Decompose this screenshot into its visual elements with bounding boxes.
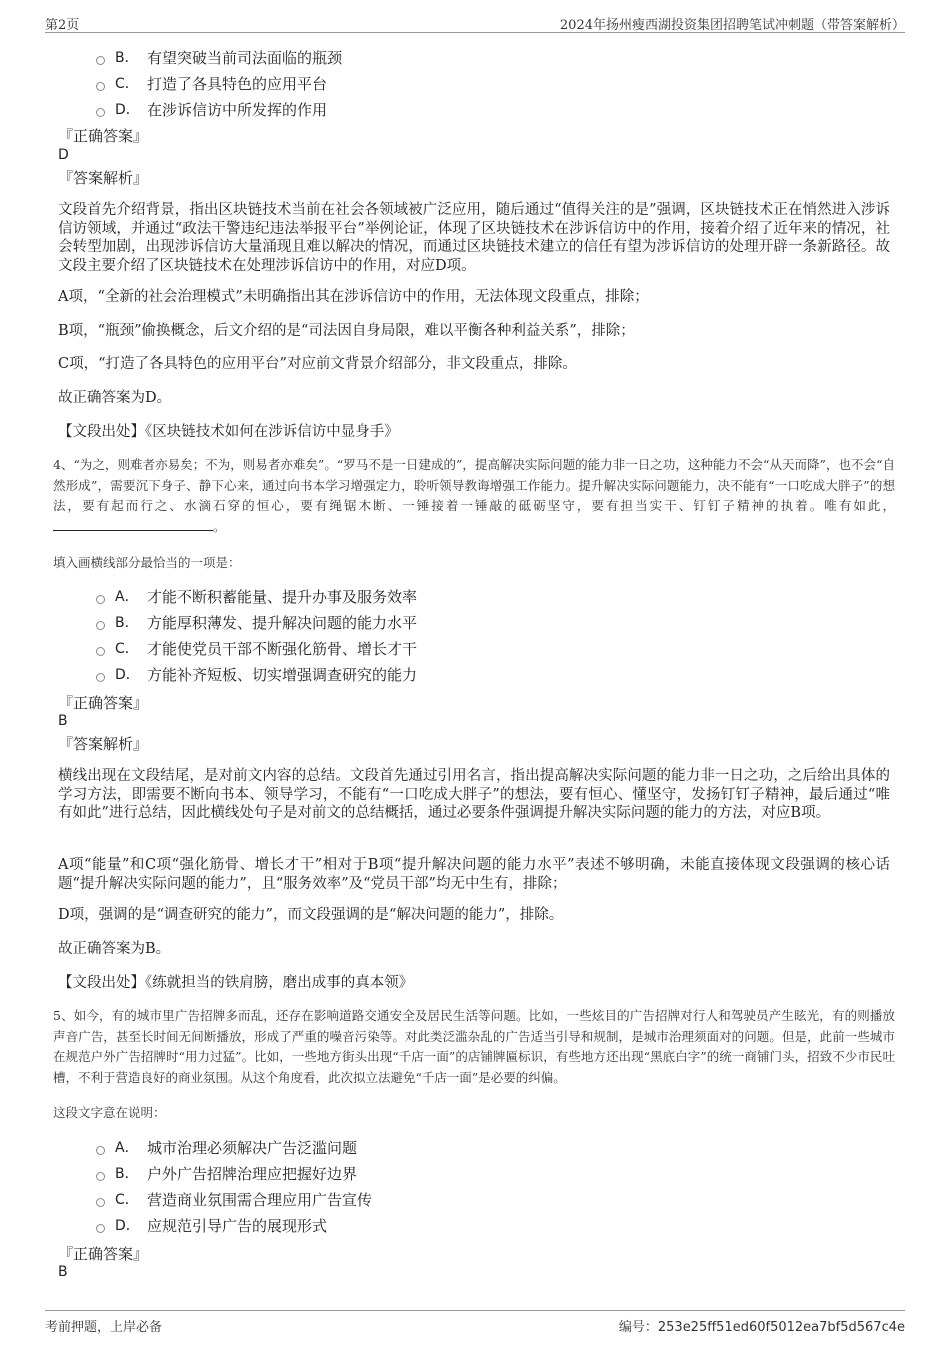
q5-option-b[interactable]	[96, 1162, 357, 1184]
q5-option-a[interactable]	[96, 1136, 357, 1158]
q4-analysis-summary: 横线出现在文段结尾，是对前文内容的总结。文段首先通过引用名言，指出提高解决实际问题的能力非一日之功，之后给出具体的学习方法，即需要不断向书本、领导学习，不能有“一口吃成大胖子”的想法，要有恒心、懂坚守，发扬钉钉子精神，最后通过“唯有如此”进行总结，因此横线处句子是对前文的总结概括，通过必要条件强调提升解决实际问题的能力的方法，对应B项。	[58, 768, 890, 821]
q5-option-c[interactable]	[96, 1188, 372, 1210]
option-text: 应规范引导广告的展现形式	[147, 1216, 328, 1235]
option-text: 方能厚积薄发、提升解决问题的能力水平	[147, 613, 418, 632]
radio-icon[interactable]	[96, 1172, 105, 1181]
q3-analysis-label: 『答案解析』	[58, 169, 149, 187]
q3-analysis-a: A项，“全新的社会治理模式”未明确指出其在涉诉信访中的作用，无法体现文段重点，排除；	[58, 289, 649, 305]
radio-icon[interactable]	[96, 647, 105, 656]
option-key: C．	[115, 76, 139, 92]
page-number: 第2页	[45, 18, 80, 33]
document-code	[619, 1316, 905, 1335]
option-text: 户外广告招牌治理应把握好边界	[147, 1164, 358, 1183]
q3-analysis-c: C项，“打造了各具特色的应用平台”对应前文背景介绍部分，非文段重点，排除。	[58, 356, 577, 372]
q5-stem: 5、如今，有的城市里广告招牌多而乱，还存在影响道路交通安全及居民生活等问题。比如，一些炫目的广告招牌对行人和驾驶员产生眩光，有的则播放声音广告，甚至长时间无间断播放，形成了严重的噪音污染等。对此类泛滥杂乱的广告适当引导和规制，是城市治理须面对的问题。但是，此前一些城市在规范户外广告招牌时“用力过猛”。比如，一些地方街头出现“千店一面”的店铺牌匾标识，有些地方还出现“黑底白字”的统一商铺门头，招致不少市民吐槽，不利于营造良好的商业氛围。从这个角度看，此次拟立法避免“千店一面”是必要的纠偏。	[53, 1008, 895, 1085]
radio-icon[interactable]	[96, 595, 105, 604]
radio-icon[interactable]	[96, 1224, 105, 1233]
option-text: 打造了各具特色的应用平台	[147, 74, 328, 93]
radio-icon[interactable]	[96, 673, 105, 682]
q4-answer: B	[58, 713, 68, 729]
document-title: 2024年扬州瘦西湖投资集团招聘笔试冲刺题（带答案解析）	[559, 18, 905, 33]
code-value: 253e25ff51ed60f5012ea7bf5d567c4e	[657, 1320, 905, 1335]
q3-analysis-b: B项，“瓶颈”偷换概念，后文介绍的是“司法因自身局限，难以平衡各种利益关系”，排除；	[58, 323, 635, 339]
q4-conclusion: 故正确答案为B。	[58, 941, 171, 957]
option-key: C．	[115, 641, 139, 657]
q3-option-c[interactable]	[96, 72, 327, 94]
option-key: D．	[115, 667, 140, 683]
q5-answer-label: 『正确答案』	[58, 1245, 149, 1263]
option-key: C．	[115, 1192, 139, 1208]
q3-option-b[interactable]	[96, 46, 342, 68]
option-key: B．	[115, 50, 139, 66]
page-footer	[45, 1310, 905, 1337]
q4-option-a[interactable]	[96, 585, 417, 607]
option-text: 才能使党员干部不断强化筋骨、增长才干	[147, 639, 418, 658]
q4-source: 【文段出处】《练就担当的铁肩膀，磨出成事的真本领》	[58, 975, 414, 991]
q5-option-d[interactable]	[96, 1214, 327, 1236]
option-text: 有望突破当前司法面临的瓶颈	[147, 48, 343, 67]
fill-blank-line	[53, 518, 213, 531]
radio-icon[interactable]	[96, 82, 105, 91]
option-key: A．	[115, 589, 139, 605]
option-key: D．	[115, 1218, 140, 1234]
q4-stem-text: 4、“为之，则难者亦易矣；不为，则易者亦难矣”。“罗马不是一日建成的”，提高解决实际问题的能力非一日之功，这种能力不会“从天而降”，也不会“自然形成”，需要沉下身子、静下心来，通过向书本学习增强定力，聆听领导教诲增强工作能力。提升解决实际问题能力，决不能有“一口吃成大胖子”的想法，要有起而行之、水滴石穿的恒心，要有绳锯木断、一锤接着一锤敲的砥砺坚守，要有担当实干、钉钉子精神的执着。唯有如此，	[53, 457, 895, 513]
q3-option-d[interactable]	[96, 98, 327, 120]
option-key: A．	[115, 1140, 139, 1156]
option-text: 方能补齐短板、切实增强调查研究的能力	[147, 665, 418, 684]
code-label: 编号：	[618, 1320, 658, 1335]
q4-analysis-label: 『答案解析』	[58, 735, 149, 753]
radio-icon[interactable]	[96, 108, 105, 117]
option-text: 城市治理必须解决广告泛滥问题	[147, 1138, 358, 1157]
q4-analysis-d: D项，强调的是“调查研究的能力”，而文段强调的是“解决问题的能力”，排除。	[58, 907, 564, 923]
q4-analysis-ac: A项“能量”和C项“强化筋骨、增长才干”相对于B项“提升解决问题的能力水平”表述不够明确，未能直接体现文段强调的核心话题“提升解决实际问题的能力”，且“服务效率”及“党员干部”均无中生有，排除；	[58, 857, 890, 892]
option-text: 才能不断积蓄能量、提升办事及服务效率	[147, 587, 418, 606]
page-header	[45, 14, 905, 33]
footer-slogan: 考前押题，上岸必备	[45, 1320, 163, 1335]
option-key: B．	[115, 1166, 139, 1182]
q4-option-b[interactable]	[96, 611, 417, 633]
q3-analysis-summary: 文段首先介绍背景，指出区块链技术当前在社会各领域被广泛应用，随后通过“值得关注的是”强调，区块链技术正在悄然进入涉诉信访领域，并通过“政法干警违纪违法举报平台”举例论证，体现了区块链技术在涉诉信访中的作用，接着介绍了近年来的情况，社会转型加剧，出现涉诉信访大量涌现且难以解决的情况，而通过区块链技术建立的信任有望为涉诉信访的处理开辟一条新路径。故文段主要介绍了区块链技术在处理涉诉信访中的作用，对应D项。	[58, 202, 890, 274]
q4-answer-label: 『正确答案』	[58, 694, 149, 712]
radio-icon[interactable]	[96, 1198, 105, 1207]
radio-icon[interactable]	[96, 56, 105, 65]
q3-answer: D	[58, 147, 69, 163]
option-key: D．	[115, 102, 140, 118]
q4-option-d[interactable]	[96, 663, 417, 685]
q3-conclusion: 故正确答案为D。	[58, 390, 172, 406]
q4-option-c[interactable]	[96, 637, 417, 659]
option-text: 营造商业氛围需合理应用广告宣传	[147, 1190, 373, 1209]
q5-answer: B	[58, 1264, 68, 1280]
radio-icon[interactable]	[96, 621, 105, 630]
option-text: 在涉诉信访中所发挥的作用	[147, 100, 328, 119]
q5-prompt: 这段文字意在说明：	[53, 1105, 166, 1120]
q4-stem-end: 。	[213, 518, 226, 534]
q4-prompt: 填入画横线部分最恰当的一项是：	[53, 555, 241, 570]
q4-stem	[53, 455, 895, 537]
q3-answer-label: 『正确答案』	[58, 127, 149, 145]
option-key: B．	[115, 615, 139, 631]
radio-icon[interactable]	[96, 1146, 105, 1155]
q3-source: 【文段出处】《区块链技术如何在涉诉信访中显身手》	[58, 424, 399, 440]
